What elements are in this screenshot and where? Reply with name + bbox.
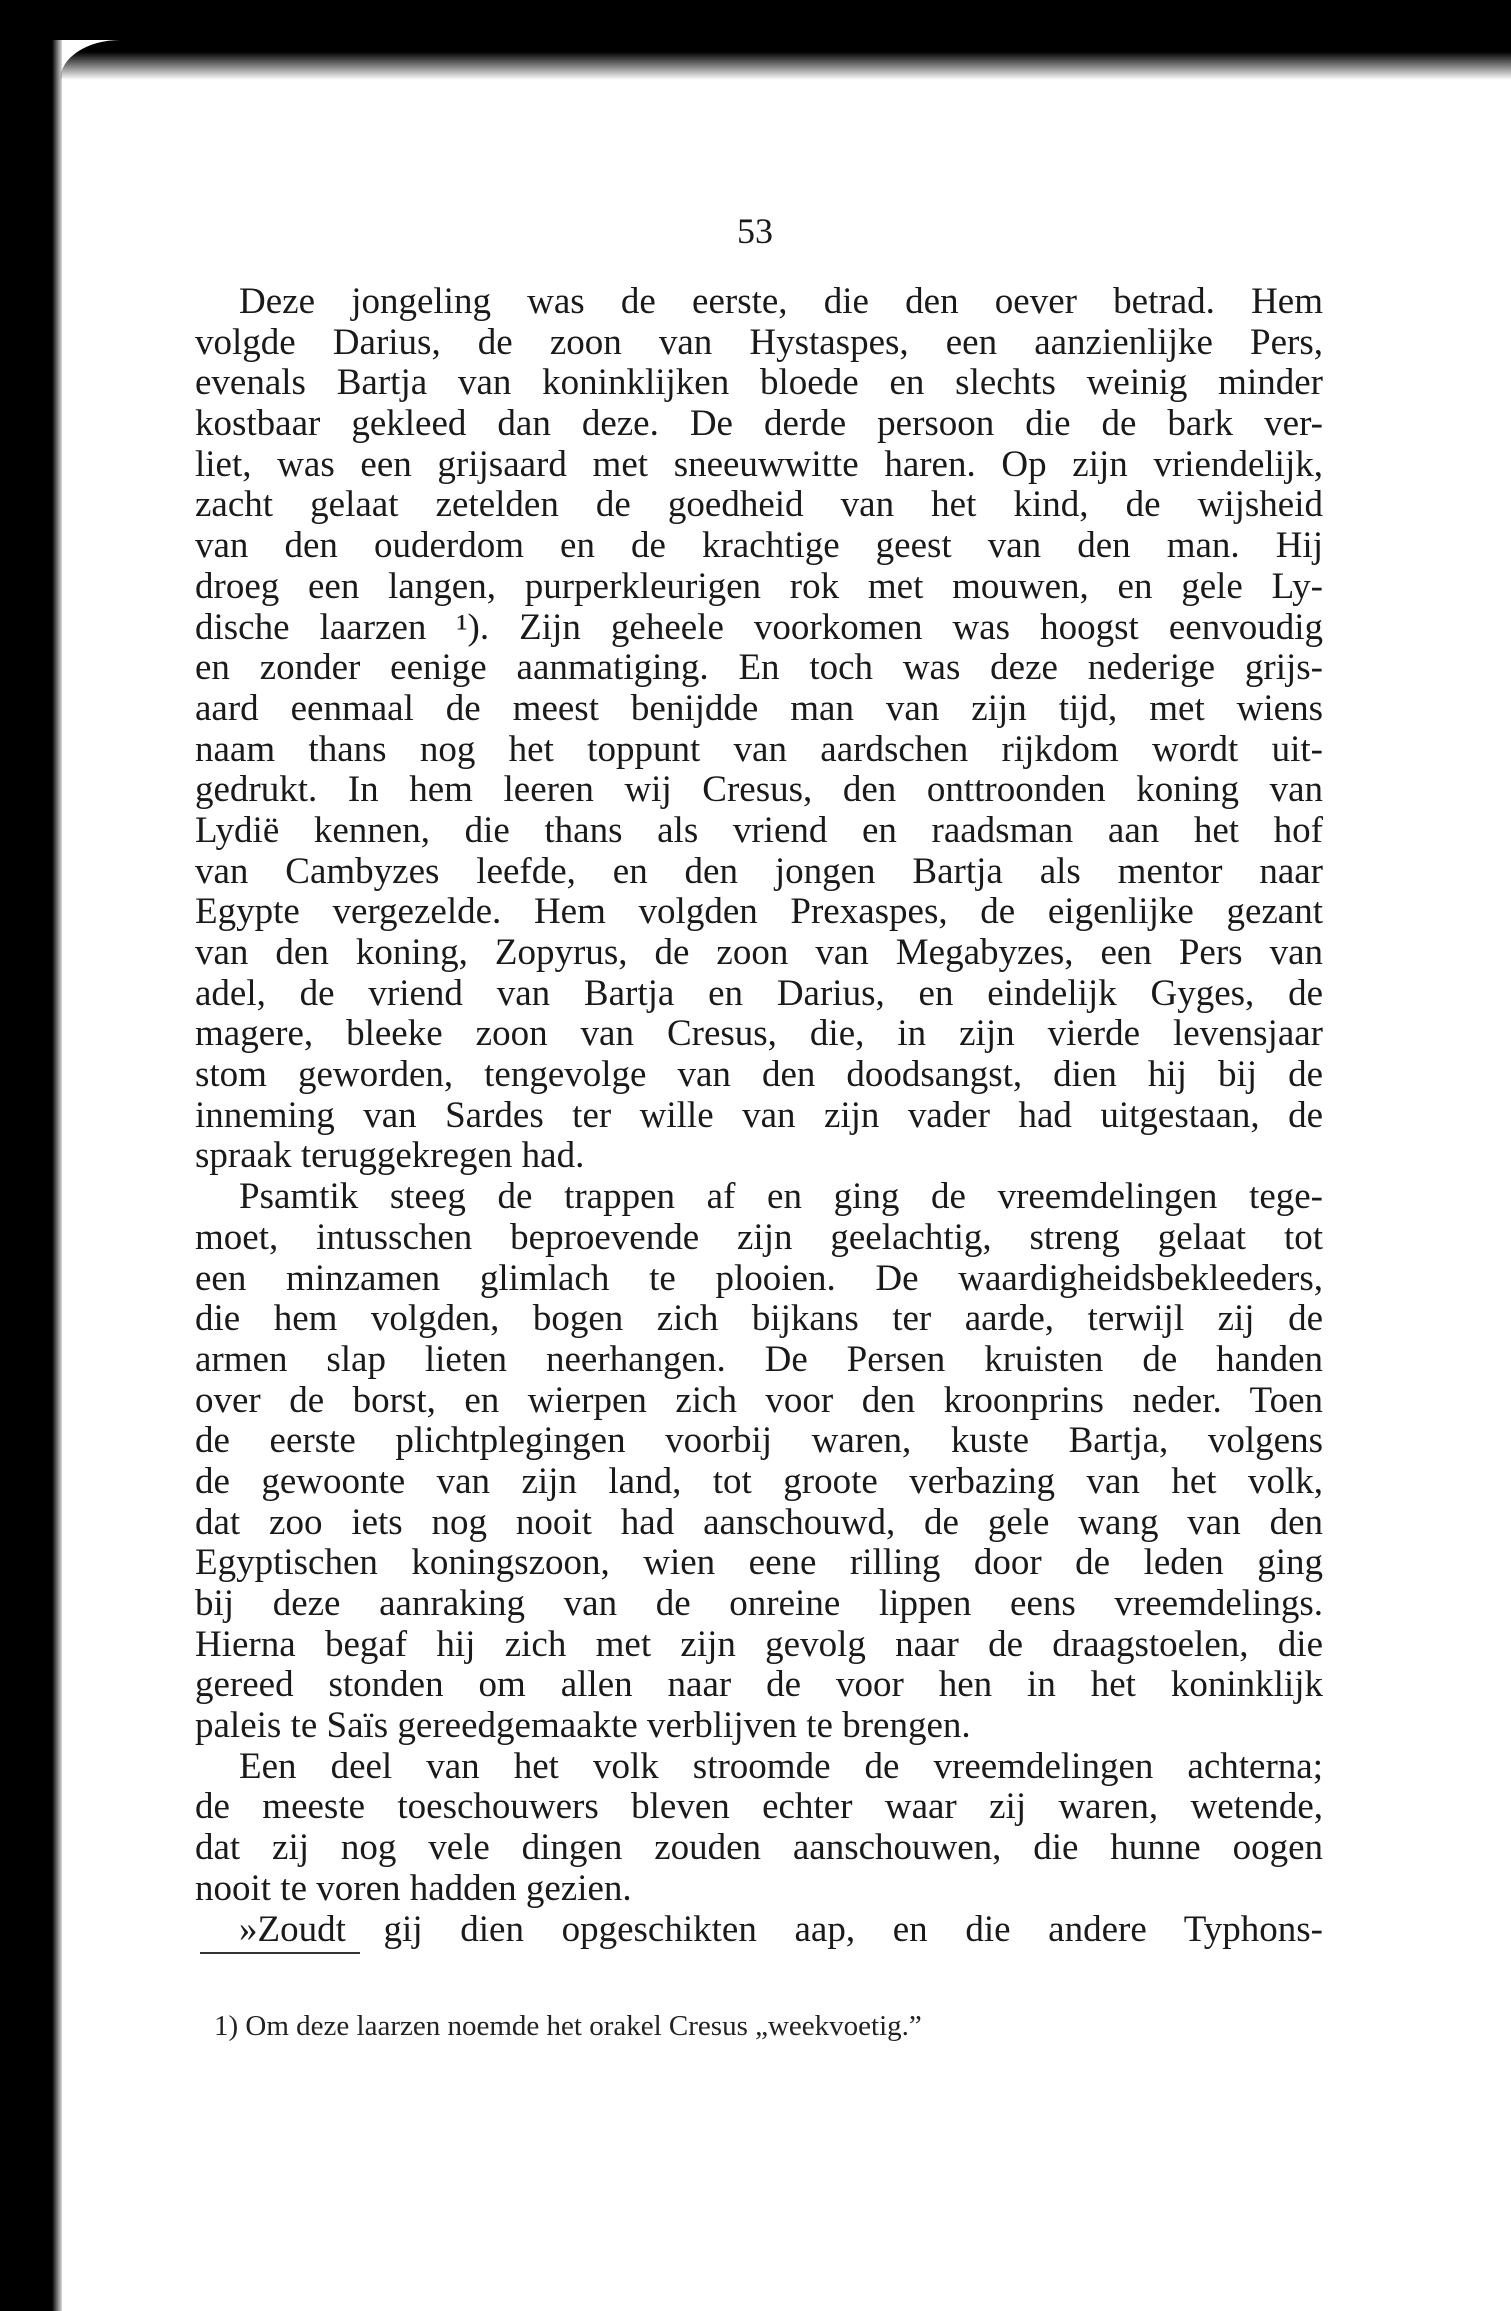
body-text: [195, 282, 1323, 1950]
text-line: dat zij nog vele dingen zouden aanschouwen, die hunne oogen: [195, 1827, 1323, 1869]
page-number: 53: [737, 211, 773, 251]
text-line: inneming van Sardes ter wille van zijn vader had uitgestaan, de: [195, 1094, 1323, 1136]
scan-border-left-shadow: [52, 40, 62, 2311]
text-line: Egyptischen koningszoon, wien eene rilling door de leden ging: [195, 1542, 1323, 1584]
text-line: bij deze aanraking van de onreine lippen eens vreemdelings.: [195, 1583, 1323, 1624]
text-line: Egypte vergezelde. Hem volgden Prexaspes, de eigenlijke gezant: [195, 891, 1323, 933]
footnote: 1) Om deze laarzen noemde het orakel Cresus „weekvoetig.”: [214, 2010, 922, 2042]
text-line: naam thans nog het toppunt van aardschen rijkdom wordt uit-: [195, 728, 1323, 770]
text-line: volgde Darius, de zoon van Hystaspes, een aanzienlijke Pers,: [195, 321, 1323, 363]
text-line: magere, bleeke zoon van Cresus, die, in zijn vierde levensjaar: [195, 1013, 1323, 1055]
text-line: kostbaar gekleed dan deze. De derde persoon die de bark ver-: [195, 403, 1323, 445]
text-line: liet, was een grijsaard met sneeuwwitte haren. Op zijn vriendelijk,: [195, 443, 1323, 485]
text-line: over de borst, en wierpen zich voor den kroonprins neder. Toen: [195, 1379, 1323, 1421]
text-line: paleis te Saïs gereedgemaakte verblijven te brengen.: [195, 1705, 971, 1747]
text-line: een minzamen glimlach te plooien. De waardigheidsbekleeders,: [195, 1257, 1323, 1299]
text-line: armen slap lieten neerhangen. De Persen kruisten de handen: [195, 1338, 1323, 1380]
text-line: van Cambyzes leefde, en den jongen Bartja als mentor naar: [195, 850, 1323, 892]
text-line: dische laarzen ¹). Zijn geheele voorkomen was hoogst eenvoudig: [195, 606, 1323, 648]
text-line: die hem volgden, bogen zich bijkans ter aarde, terwijl zij de: [195, 1298, 1323, 1340]
text-line: Lydië kennen, die thans als vriend en raadsman aan het hof: [195, 809, 1323, 851]
text-line: nooit te voren hadden gezien.: [195, 1867, 632, 1909]
text-line: droeg een langen, purperkleurigen rok met mouwen, en gele Ly-: [195, 565, 1323, 607]
text-line: »Zoudt gij dien opgeschikten aap, en die andere Typhons-: [239, 1908, 1323, 1950]
scan-border-top-shadow: [60, 40, 1511, 80]
text-line: Deze jongeling was de eerste, die den oever betrad. Hem: [239, 281, 1323, 322]
text-line: moet, intusschen beproevende zijn geelachtig, streng gelaat tot: [195, 1216, 1323, 1258]
text-line: evenals Bartja van koninklijken bloede en slechts weinig minder: [195, 362, 1323, 404]
text-line: de gewoonte van zijn land, tot groote verbazing van het volk,: [195, 1460, 1323, 1502]
text-line: spraak teruggekregen had.: [195, 1135, 585, 1177]
text-line: van den koning, Zopyrus, de zoon van Megabyzes, een Pers van: [195, 932, 1323, 973]
text-line: de eerste plichtplegingen voorbij waren, kuste Bartja, volgens: [195, 1420, 1323, 1462]
text-line: dat zoo iets nog nooit had aanschouwd, de gele wang van den: [195, 1501, 1323, 1543]
text-line: aard eenmaal de meest benijdde man van zijn tijd, met wiens: [195, 687, 1323, 729]
text-line: Hierna begaf hij zich met zijn gevolg naar de draagstoelen, die: [195, 1623, 1323, 1665]
text-line: zacht gelaat zetelden de goedheid van het kind, de wijsheid: [195, 484, 1323, 526]
text-line: gedrukt. In hem leeren wij Cresus, den onttroonden koning van: [195, 769, 1323, 811]
text-line: en zonder eenige aanmatiging. En toch was deze nederige grijs-: [195, 647, 1323, 689]
text-line: adel, de vriend van Bartja en Darius, en eindelijk Gyges, de: [195, 972, 1323, 1014]
text-line: van den ouderdom en de krachtige geest van den man. Hij: [195, 525, 1323, 567]
text-line: gereed stonden om allen naar de voor hen in het koninklijk: [195, 1664, 1323, 1706]
footnote-separator: [200, 1952, 360, 1954]
text-line: Een deel van het volk stroomde de vreemdelingen achterna;: [239, 1745, 1323, 1787]
text-line: stom geworden, tengevolge van den doodsangst, dien hij bij de: [195, 1054, 1323, 1096]
scan-border-left: [0, 0, 52, 2311]
text-line: de meeste toeschouwers bleven echter waar zij waren, wetende,: [195, 1786, 1323, 1828]
scan-border-top: [0, 0, 1511, 40]
text-line: Psamtik steeg de trappen af en ging de vreemdelingen tege-: [239, 1176, 1323, 1218]
